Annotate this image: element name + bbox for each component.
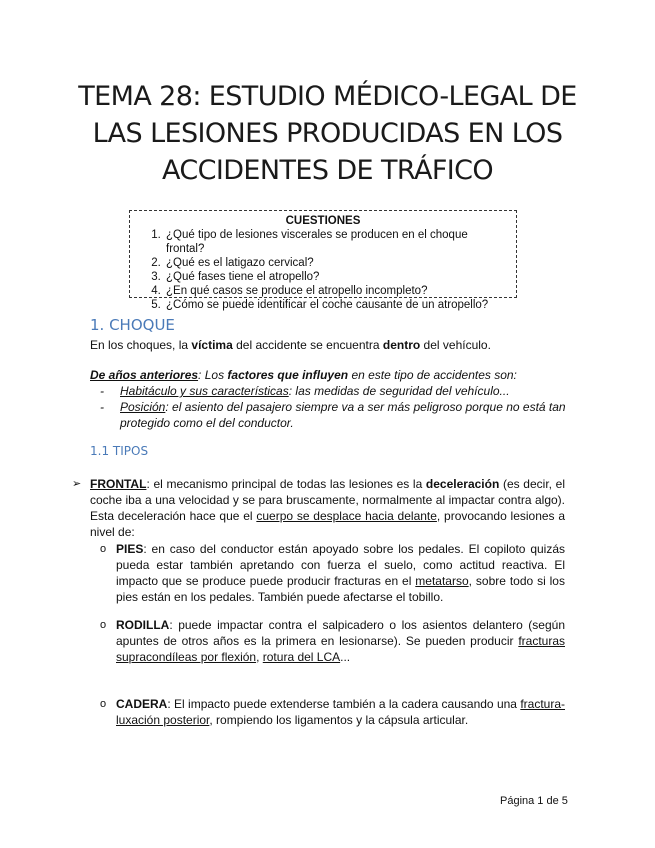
circle-bullet-icon: o — [100, 543, 107, 555]
factors-paragraph: De años anteriores: Los factores que influyen en este tipo de accidentes son: — [90, 368, 517, 382]
question-item: 1. ¿Qué tipo de lesiones viscerales se producen en el choque frontal? — [164, 228, 508, 256]
circle-bullet-icon: o — [100, 619, 107, 631]
dash-bullet: - — [100, 400, 104, 414]
questions-list — [138, 228, 508, 312]
dash-bullet: - — [100, 384, 104, 398]
rodilla-item: o RODILLA: puede impactar contra el salpicadero o los asientos delantero (según apuntes de otros años es la primera en lesionarse). Se pueden producir fracturas supracondíleas por flexión, rotura del LCA... — [100, 618, 565, 664]
circle-bullet-icon: o — [100, 698, 107, 710]
cadera-item: o CADERA: El impacto puede extenderse también a la cadera causando una fractura-luxación posterior, rompiendo los ligamentos y la cápsula articular. — [100, 697, 565, 727]
questions-box — [129, 210, 517, 311]
factor-bullet: - Habitáculo y sus características: las medidas de seguridad del vehículo... — [100, 384, 510, 398]
question-item: 3. ¿Qué fases tiene el atropello? — [164, 270, 508, 284]
arrow-bullet-icon: ➢ — [72, 478, 82, 490]
title-line-1: TEMA 28: ESTUDIO MÉDICO-LEGAL DE — [78, 81, 577, 112]
title-line-3: ACCIDENTES DE TRÁFICO — [161, 155, 494, 186]
pies-item: o PIES: en caso del conductor están apoyado sobre los pedales. El copiloto quizás pueda estar también apretando con fuerza el suelo, como actitud reactiva. El impacto que se produce puede producir fracturas en el metatarso, sobre todo si los pies están en los pedales. También puede afectarse el tobillo. — [100, 542, 565, 604]
factor-bullet: - Posición: el asiento del pasajero siempre va a ser más peligroso porque no está tan protegido como el del conductor. — [100, 400, 566, 430]
questions-heading: CUESTIONES — [285, 215, 361, 227]
title-line-2: LAS LESIONES PRODUCIDAS EN LOS — [92, 118, 563, 149]
question-item: 4. ¿En qué casos se produce el atropello incompleto? — [164, 284, 508, 298]
factors-label: De años anteriores — [90, 368, 199, 382]
question-item: 2. ¿Qué es el latigazo cervical? — [164, 256, 508, 270]
section-heading-tipos: 1.1 TIPOS — [90, 444, 149, 458]
frontal-paragraph: FRONTAL: el mecanismo principal de todas las lesiones es la deceleración (es decir, el coche iba a una velocidad y se para bruscamente, normalmente al impactar contra algo). Esta deceleración hace que el cuerpo se desplace hacia delante, provocando lesiones a nivel de: — [90, 477, 566, 539]
section-heading-choque: 1. CHOQUE — [90, 316, 175, 334]
choque-intro: En los choques, la víctima del accidente se encuentra dentro del vehículo. — [90, 338, 491, 352]
question-item: 5. ¿Cómo se puede identificar el coche causante de un atropello? — [164, 298, 508, 312]
page-number: Página 1 de 5 — [500, 795, 568, 807]
document-title — [40, 78, 615, 189]
